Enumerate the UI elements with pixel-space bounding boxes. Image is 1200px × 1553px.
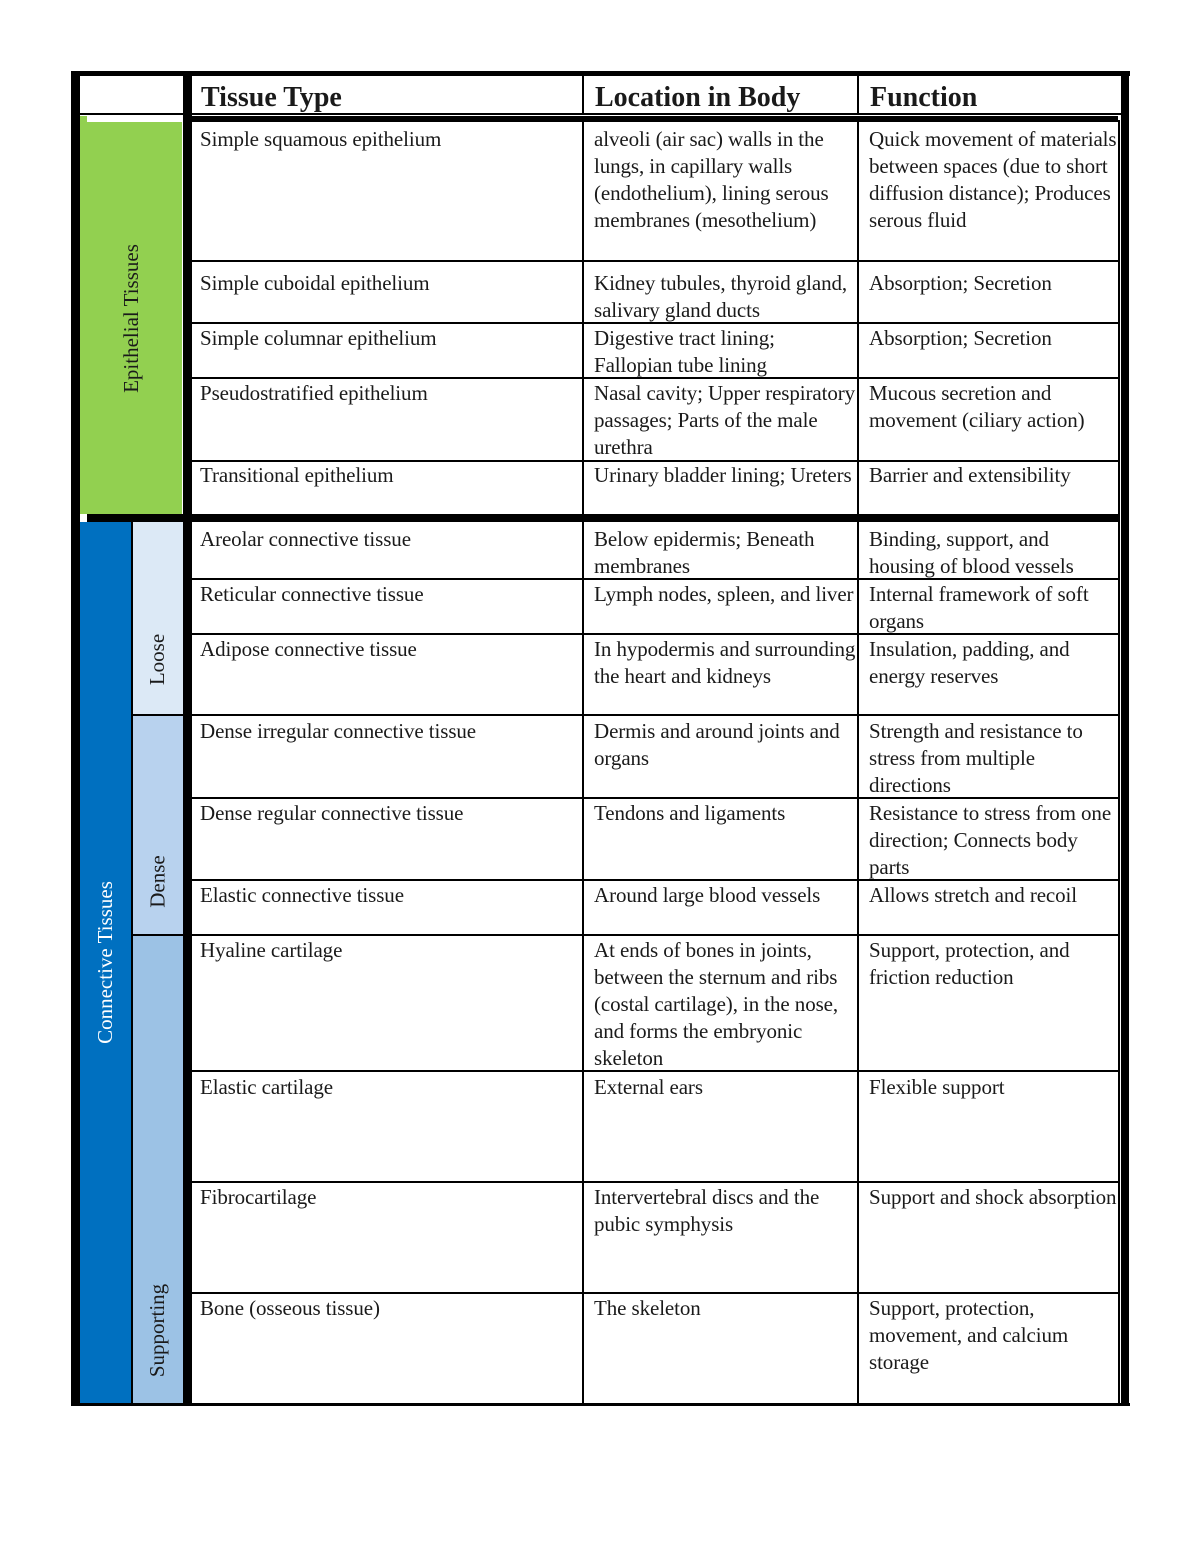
table-row: [192, 522, 1118, 578]
header-rule-thin: [80, 113, 1121, 115]
loose-group-label: Loose: [145, 633, 170, 686]
frame-right: [1121, 71, 1129, 1406]
header-location: Location in Body: [595, 82, 801, 113]
table-row: [192, 714, 1118, 796]
band-table-divider: [183, 76, 192, 1403]
table-row: [192, 266, 1118, 322]
table-row: [192, 458, 1118, 514]
header-divider-1: [582, 76, 584, 114]
location-cell: At ends of bones in joints, between the sternum and ribs (costal cartilage), in the nose, and forms the embryonic skeleton: [594, 938, 839, 1070]
function-cell: Mucous secretion and movement (ciliary action): [869, 381, 1085, 432]
function-cell: Internal framework of soft organs: [869, 582, 1089, 633]
header-divider-2: [857, 76, 859, 114]
dense-group-label: Dense: [145, 855, 170, 908]
tissue-cell: Elastic cartilage: [200, 1075, 333, 1099]
tissue-cell: Simple cuboidal epithelium: [200, 271, 430, 295]
header-tissue-type: Tissue Type: [201, 82, 342, 113]
table-row: [192, 1291, 1118, 1403]
table-row: [192, 577, 1118, 633]
function-cell: Absorption; Secretion: [869, 271, 1052, 295]
tissue-cell: Fibrocartilage: [200, 1185, 317, 1209]
location-cell: External ears: [594, 1075, 703, 1099]
tissue-cell: Reticular connective tissue: [200, 582, 424, 606]
location-cell: alveoli (air sac) walls in the lungs, in capillary walls (endothelium), lining serous membranes (mesothelium): [594, 127, 829, 232]
row-rule: [192, 260, 1118, 262]
tissue-cell: Pseudostratified epithelium: [200, 381, 428, 405]
tissue-cell: Elastic connective tissue: [200, 883, 404, 907]
supporting-group-label: Supporting: [145, 1283, 170, 1378]
location-cell: Lymph nodes, spleen, and liver: [594, 582, 854, 606]
tissue-cell: Areolar connective tissue: [200, 527, 411, 551]
location-cell: Nasal cavity; Upper respiratory passages; Parts of the male urethra: [594, 381, 856, 459]
location-cell: Tendons and ligaments: [594, 801, 786, 825]
section-divider: [87, 514, 1118, 522]
function-cell: Flexible support: [869, 1075, 1005, 1099]
tissue-cell: Bone (osseous tissue): [200, 1296, 380, 1320]
location-cell: The skeleton: [594, 1296, 701, 1320]
function-cell: Quick movement of materials between spaces (due to short diffusion distance); Produces serous fluid: [869, 127, 1117, 232]
frame-right-inner: [1118, 120, 1120, 1406]
table-row: [192, 933, 1118, 1070]
table-row: [192, 632, 1118, 714]
table-row: [192, 796, 1118, 878]
function-cell: Insulation, padding, and energy reserves: [869, 637, 1070, 688]
function-cell: Resistance to stress from one direction; Connects body parts: [869, 801, 1112, 879]
tissue-cell: Dense regular connective tissue: [200, 801, 464, 825]
function-cell: Support and shock absorption: [869, 1185, 1117, 1209]
epithelial-group-label: Epithelial Tissues: [118, 243, 143, 393]
table-row: [192, 1180, 1118, 1292]
table-row: [192, 376, 1118, 460]
function-cell: Strength and resistance to stress from multiple directions: [869, 719, 1083, 797]
header-function: Function: [870, 82, 978, 113]
tissue-cell: Simple columnar epithelium: [200, 326, 437, 350]
function-cell: Absorption; Secretion: [869, 326, 1052, 350]
location-cell: Urinary bladder lining; Ureters: [594, 463, 852, 487]
function-cell: Barrier and extensibility: [869, 463, 1071, 487]
location-cell: Digestive tract lining; Fallopian tube lining: [594, 326, 775, 377]
frame-bottom: [71, 1403, 1130, 1406]
location-cell: Intervertebral discs and the pubic symphysis: [594, 1185, 820, 1236]
location-cell: Kidney tubules, thyroid gland, salivary gland ducts: [594, 271, 848, 322]
table-row: [192, 321, 1118, 377]
tissue-cell: Transitional epithelium: [200, 463, 394, 487]
frame-left: [71, 71, 80, 1406]
location-cell: Below epidermis; Beneath membranes: [594, 527, 815, 578]
function-cell: Allows stretch and recoil: [869, 883, 1078, 907]
tissue-cell: Dense irregular connective tissue: [200, 719, 477, 743]
table-row: [192, 878, 1118, 934]
function-cell: Support, protection, movement, and calcium storage: [869, 1296, 1069, 1374]
tissue-cell: Hyaline cartilage: [200, 938, 343, 962]
location-cell: Around large blood vessels: [594, 883, 821, 907]
connective-group-label: Connective Tissues: [93, 881, 117, 1044]
tissue-cell: Adipose connective tissue: [200, 637, 417, 661]
tissue-cell: Simple squamous epithelium: [200, 127, 442, 151]
table-row: [192, 122, 1118, 260]
location-cell: In hypodermis and surrounding the heart and kidneys: [594, 637, 856, 688]
function-cell: Binding, support, and housing of blood vessels: [869, 527, 1074, 578]
location-cell: Dermis and around joints and organs: [594, 719, 840, 770]
function-cell: Support, protection, and friction reduction: [869, 938, 1070, 989]
table-row: [192, 1070, 1118, 1181]
